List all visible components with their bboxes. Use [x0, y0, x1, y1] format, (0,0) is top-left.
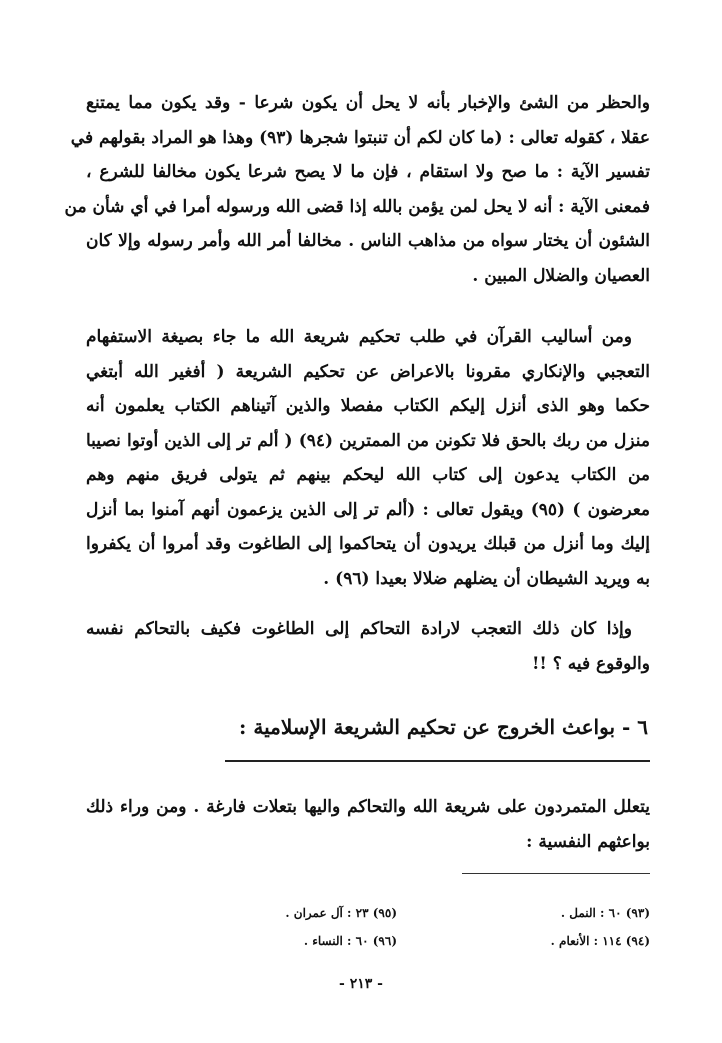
footnote-94: (٩٤) ١١٤ : الأنعام . [550, 934, 650, 948]
heading-underline [225, 760, 650, 762]
paragraph-line: حكما وهو الذى أنزل إليكم الكتاب مفصلا والذين آتيناهم الكتاب يعلمون أنه [86, 396, 650, 416]
paragraph-line: وإذا كان ذلك التعجب لارادة التحاكم إلى الطاغوت فكيف بالتحاكم نفسه [86, 619, 632, 639]
paragraph-4 [86, 790, 650, 859]
paragraph-line: ومن أساليب القرآن في طلب تحكيم شريعة الله ما جاء بصيغة الاستفهام [86, 327, 632, 347]
paragraph-line: معرضون ) (٩٥) ويقول تعالى : (ألم تر إلى الذين يزعمون أنهم آمنوا بما أنزل [86, 499, 651, 520]
footnote-96: (٩٦) ٦٠ : النساء . [303, 934, 397, 948]
section-heading: ٦ - بواعث الخروج عن تحكيم الشريعة الإسلامية : [239, 715, 648, 739]
paragraph-line: التعجبي والإنكاري مقرونا بالاعراض عن تحكيم الشريعة ( أفغير الله أبتغي [86, 361, 650, 382]
paragraph-line: يتعلل المتمردون على شريعة الله والتحاكم واليها بتعلات فارغة . ومن وراء ذلك [86, 797, 650, 817]
page-number: - ٢١٣ - [339, 976, 383, 992]
paragraph-1 [64, 86, 650, 293]
paragraph-line: والحظر من الشئ والإخبار بأنه لا يحل أن يكون شرعا - وقد يكون مما يمتنع [86, 93, 650, 113]
footnote-separator [462, 873, 650, 874]
footnote-95: (٩٥) ٢٣ : آل عمران . [285, 906, 397, 920]
paragraph-line: إليك وما أنزل من قبلك يريدون أن يتحاكموا إلى الطاغوت وقد أمروا أن يكفروا [86, 534, 650, 554]
paragraph-line: الشئون أن يختار سواه من مذاهب الناس . مخالفا أمر الله وأمر رسوله وإلا كان [86, 231, 650, 251]
paragraph-line: والوقوع فيه ؟ !! [531, 653, 650, 674]
paragraph-line: منزل من ربك بالحق فلا تكونن من الممترين (٩٤) ( ألم تر إلى الذين أوتوا نصيبا [86, 430, 650, 451]
footnote-93: (٩٣) ٦٠ : النمل . [560, 906, 650, 920]
paragraph-line: العصيان والضلال المبين . [472, 265, 650, 286]
paragraph-line: عقلا ، كقوله تعالى : (ما كان لكم أن تنبتوا شجرها (٩٣) وهذا هو المراد بقولهم في [70, 127, 650, 148]
paragraph-line: به ويريد الشيطان أن يضلهم ضلالا بعيدا (٩٦) . [323, 568, 650, 589]
paragraph-2 [86, 320, 650, 596]
paragraph-line: من الكتاب يدعون إلى كتاب الله ليحكم بينهم ثم يتولى فريق منهم وهم [86, 465, 650, 485]
paragraph-line: بواعثهم النفسية : [526, 831, 650, 852]
paragraph-3 [86, 612, 650, 681]
paragraph-line: فمعنى الآية : أنه لا يحل لمن يؤمن بالله إذا قضى الله ورسوله أمرا في أي شأن من [64, 196, 650, 217]
paragraph-line: تفسير الآية : ما صح ولا استقام ، فإن ما لا يصح شرعا يكون مخالفا للشرع ، [86, 162, 650, 182]
